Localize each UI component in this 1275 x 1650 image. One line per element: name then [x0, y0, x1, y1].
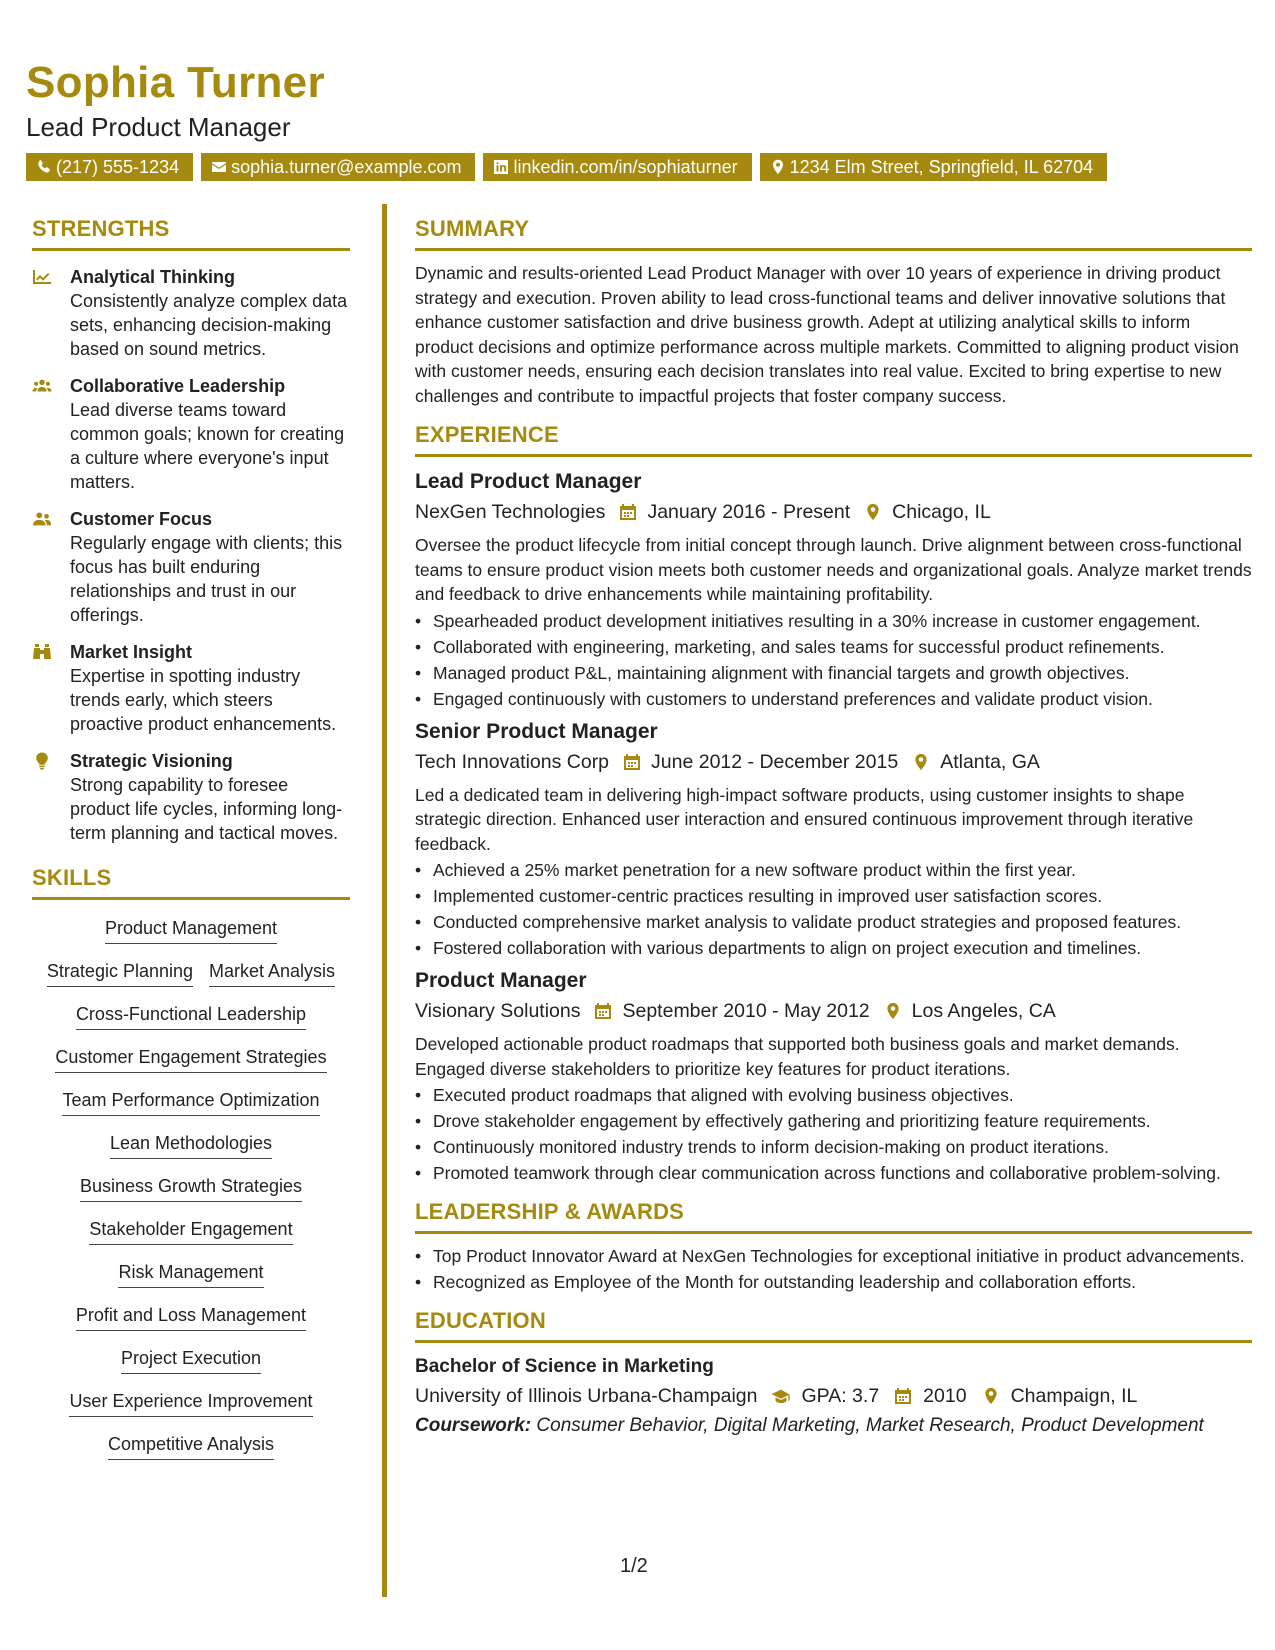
- contact-address: [760, 153, 1108, 181]
- strength-item: [32, 265, 350, 361]
- job-dates: January 2016 - Present: [647, 501, 851, 523]
- strength-title: Collaborative Leadership: [70, 376, 286, 396]
- job-bullets: [415, 609, 1252, 711]
- strength-title: Strategic Visioning: [70, 751, 233, 771]
- strength-title: Customer Focus: [70, 509, 213, 529]
- skills-list: [32, 910, 350, 1460]
- job-description: Led a dedicated team in delivering high-impact software products, using customer insights to shape strategic direction. Enhanced user interaction and ensured continuous improvement through iterative feedback.: [415, 784, 1194, 854]
- awards-heading: LEADERSHIP & AWARDS: [415, 1199, 1252, 1234]
- job-description: Oversee the product lifecycle from initial concept through launch. Drive alignment between cross-functional teams to ensure product vision meets both customer needs and organizational goals. Analyze market trends and feedback to drive enhancements while maintaining profitability.: [415, 535, 1252, 604]
- job-bullets: [415, 1083, 1252, 1185]
- coursework-label: Coursework:: [415, 1415, 532, 1436]
- skill-tag: Profit and Loss Management: [76, 1303, 306, 1331]
- list-item: • Implemented customer-centric practices resulting in improved user satisfaction scores.: [415, 884, 1252, 908]
- list-item: • Promoted teamwork through clear communication across functions and collaborative problem-solving.: [415, 1161, 1252, 1185]
- skill-tag: Competitive Analysis: [108, 1432, 274, 1460]
- list-item: • Drove stakeholder engagement by effectively gathering and prioritizing feature requirements.: [415, 1109, 1252, 1133]
- strength-title: Analytical Thinking: [70, 267, 236, 287]
- contact-phone-text: (217) 555-1234: [56, 157, 180, 177]
- skills-heading: SKILLS: [32, 865, 350, 900]
- edu-location: Champaign, IL: [1010, 1385, 1138, 1407]
- job-company: Tech Innovations Corp: [415, 750, 610, 773]
- calendar-icon: [623, 753, 641, 771]
- list-item: • Fostered collaboration with various departments to align on project execution and timelines.: [415, 936, 1252, 960]
- list-item: • Conducted comprehensive market analysis to validate product strategies and proposed features.: [415, 910, 1252, 934]
- education-heading: EDUCATION: [415, 1308, 1252, 1343]
- page-number: 1/2: [620, 1555, 648, 1577]
- lightbulb-icon: [32, 752, 52, 770]
- contact-email-text: sophia.turner@example.com: [231, 157, 462, 177]
- experience-heading: EXPERIENCE: [415, 422, 1252, 457]
- edu-coursework: [415, 1411, 1252, 1441]
- edu-degree: Bachelor of Science in Marketing: [415, 1356, 714, 1377]
- skill-tag: Business Growth Strategies: [80, 1174, 302, 1202]
- skill-tag: Risk Management: [118, 1260, 263, 1288]
- calendar-icon: [893, 1387, 913, 1405]
- strengths-heading: STRENGTHS: [32, 216, 350, 251]
- users-icon: [32, 377, 52, 395]
- strength-desc: Expertise in spotting industry trends early, which steers proactive product enhancements.: [70, 666, 337, 734]
- left-column: [32, 216, 350, 1460]
- skill-tag: Cross-Functional Leadership: [76, 1002, 306, 1030]
- location-pin-icon: [981, 1387, 1001, 1405]
- list-item: • Managed product P&L, maintaining alignment with financial targets and growth objectives.: [415, 661, 1252, 685]
- list-item: • Top Product Innovator Award at NexGen Technologies for exceptional initiative in product advancements.: [415, 1244, 1252, 1268]
- job-title: Product Manager: [415, 969, 587, 992]
- job-description: Developed actionable product roadmaps that supported both business goals and market demands. Engaged diverse stakeholders to prioritize key features for product iterations.: [415, 1034, 1180, 1079]
- skill-tag: Product Management: [105, 916, 277, 944]
- edu-year: 2010: [923, 1385, 967, 1407]
- envelope-icon: [211, 159, 227, 175]
- location-pin-icon: [864, 503, 882, 521]
- job-location: Chicago, IL: [892, 501, 991, 523]
- graduation-cap-icon: [771, 1387, 791, 1405]
- job-company: Visionary Solutions: [415, 1000, 581, 1022]
- linkedin-icon: [493, 159, 509, 175]
- location-pin-icon: [884, 1002, 902, 1020]
- list-item: • Recognized as Employee of the Month for outstanding leadership and collaboration efforts.: [415, 1270, 1252, 1294]
- contact-address-text: 1234 Elm Street, Springfield, IL 62704: [789, 157, 1094, 177]
- job-title: Senior Product Manager: [415, 719, 658, 743]
- strength-item: [32, 640, 350, 736]
- job-bullets: [415, 858, 1252, 960]
- awards-list: [415, 1244, 1252, 1294]
- contact-linkedin-text: linkedin.com/in/sophiaturner: [513, 157, 738, 177]
- job-entry: [415, 717, 1252, 961]
- strength-title: Market Insight: [70, 642, 193, 662]
- skill-tag: Customer Engagement Strategies: [55, 1045, 326, 1073]
- list-item: • Spearheaded product development initiatives resulting in a 30% increase in customer engagement.: [415, 609, 1252, 633]
- job-location: Atlanta, GA: [940, 750, 1040, 773]
- candidate-role: Lead Product Manager: [26, 112, 291, 142]
- edu-gpa: GPA: 3.7: [801, 1385, 880, 1407]
- job-entry: [415, 966, 1252, 1185]
- job-dates: September 2010 - May 2012: [622, 1000, 870, 1022]
- contact-bar: [26, 153, 1107, 181]
- summary-text: Dynamic and results-oriented Lead Product Manager with over 10 years of experience in driving product strategy and execution. Proven ability to lead cross-functional teams and deliver innovative solutions that enhance customer satisfaction and drive business growth. Adept at utilizing analytical skills to inform product decisions and optimize performance across multiple markets. Committed to aligning product vision with customer needs, ensuring each decision translates into real value. Excited to bring expertise to new challenges and contribute to impactful projects that foster company success.: [415, 263, 1239, 406]
- job-dates: June 2012 - December 2015: [651, 750, 899, 773]
- edu-meta: [415, 1381, 1252, 1411]
- summary-heading: SUMMARY: [415, 216, 1252, 251]
- contact-phone[interactable]: [26, 153, 193, 181]
- contact-email[interactable]: [201, 153, 475, 181]
- job-meta: [415, 747, 1252, 777]
- strength-item: [32, 374, 350, 494]
- skill-tag: Team Performance Optimization: [62, 1088, 319, 1116]
- job-location: Los Angeles, CA: [911, 1000, 1056, 1022]
- location-pin-icon: [912, 753, 930, 771]
- right-column: [415, 216, 1252, 1441]
- edu-school: University of Illinois Urbana-Champaign: [415, 1385, 758, 1407]
- skill-tag: Strategic Planning: [47, 959, 193, 987]
- skill-tag: Project Execution: [121, 1346, 261, 1374]
- coursework-text: Consumer Behavior, Digital Marketing, Market Research, Product Development: [536, 1415, 1204, 1436]
- candidate-name: Sophia Turner: [26, 58, 325, 107]
- list-item: • Achieved a 25% market penetration for a new software product within the first year.: [415, 858, 1252, 882]
- job-company: NexGen Technologies: [415, 501, 606, 523]
- list-item: • Executed product roadmaps that aligned with evolving business objectives.: [415, 1083, 1252, 1107]
- skill-tag: User Experience Improvement: [69, 1389, 312, 1417]
- user-group-icon: [32, 510, 52, 528]
- binoculars-icon: [32, 643, 52, 661]
- list-item: • Collaborated with engineering, marketing, and sales teams for successful product refinements.: [415, 635, 1252, 659]
- skill-tag: Market Analysis: [209, 959, 335, 987]
- strength-desc: Regularly engage with clients; this focus has built enduring relationships and trust in our offerings.: [70, 533, 343, 625]
- job-meta: [415, 497, 1252, 527]
- job-meta: [415, 996, 1252, 1026]
- strength-desc: Lead diverse teams toward common goals; known for creating a culture where everyone's input matters.: [70, 400, 345, 492]
- location-pin-icon: [770, 159, 786, 175]
- list-item: • Continuously monitored industry trends to inform decision-making on product iterations.: [415, 1135, 1252, 1159]
- strength-desc: Consistently analyze complex data sets, enhancing decision-making based on sound metrics.: [70, 291, 348, 359]
- strength-item: [32, 749, 350, 845]
- skill-tag: Stakeholder Engagement: [89, 1217, 292, 1245]
- job-title: Lead Product Manager: [415, 470, 642, 493]
- phone-icon: [36, 159, 52, 175]
- chart-line-icon: [32, 268, 52, 286]
- list-item: • Engaged continuously with customers to understand preferences and validate product vision.: [415, 687, 1252, 711]
- strength-item: [32, 507, 350, 627]
- column-divider: [382, 204, 387, 1597]
- contact-linkedin[interactable]: [483, 153, 751, 181]
- calendar-icon: [619, 503, 637, 521]
- calendar-icon: [594, 1002, 612, 1020]
- job-entry: [415, 467, 1252, 711]
- strength-desc: Strong capability to foresee product life cycles, informing long-term planning and tactical moves.: [70, 775, 343, 843]
- skill-tag: Lean Methodologies: [110, 1131, 272, 1159]
